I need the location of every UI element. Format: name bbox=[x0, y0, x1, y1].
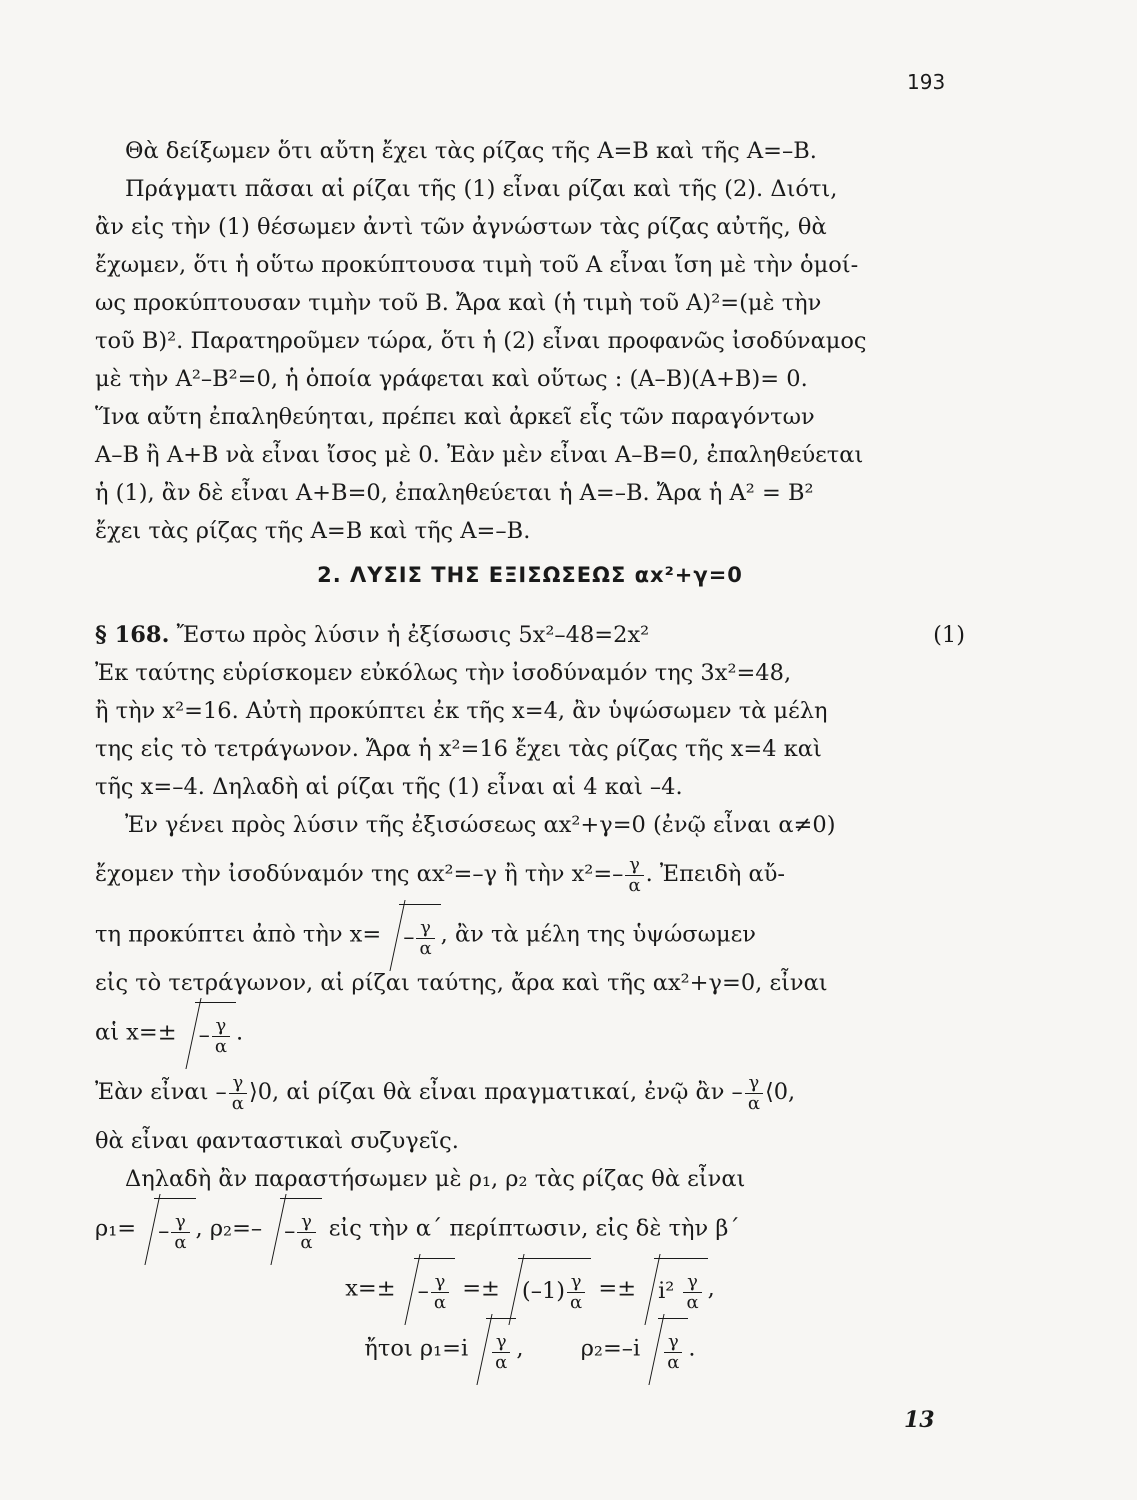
minus-sign: – bbox=[284, 1218, 296, 1244]
fraction-numerator: γ bbox=[683, 1272, 701, 1293]
minus-sign: – bbox=[158, 1218, 170, 1244]
text-line: Θὰ δείξωμεν ὅτι αὔτη ἔχει τὰς ρίζας τῆς Α=Β καὶ τῆς Α=–Β. bbox=[125, 138, 817, 164]
minus-sign: – bbox=[403, 924, 415, 950]
fraction-numerator: γ bbox=[664, 1332, 682, 1353]
fraction-numerator: γ bbox=[212, 1016, 230, 1037]
fraction-denominator: α bbox=[433, 1291, 447, 1313]
text-line: Δηλαδὴ ἂν παραστήσωμεν μὲ ρ₁, ρ₂ τὰς ρίζας θὰ εἶναι bbox=[125, 1166, 746, 1192]
text-fragment: αἱ x=± bbox=[95, 1019, 177, 1046]
text-line-roots bbox=[95, 1198, 965, 1258]
text-fragment: ⟩0, αἱ ρίζαι θὰ εἶναι πραγματικαί, ἐνῷ ἂν – bbox=[248, 1079, 743, 1105]
fraction-numerator: γ bbox=[567, 1272, 585, 1293]
fraction-gamma-alpha bbox=[625, 855, 643, 896]
fraction-denominator: α bbox=[667, 1351, 680, 1373]
text-line: μὲ τὴν Α²–Β²=0, ἡ ὁποία γράφεται καὶ οὕτως : (Α–Β)(Α+Β)= 0. bbox=[95, 366, 808, 392]
fraction-denominator: α bbox=[628, 874, 641, 896]
fraction-numerator: γ bbox=[171, 1212, 189, 1233]
page-number: 193 bbox=[907, 70, 946, 94]
sqrt-symbol bbox=[500, 1258, 591, 1321]
sqrt-symbol bbox=[262, 1198, 321, 1261]
fraction-denominator: α bbox=[300, 1231, 313, 1253]
text-line-fraction bbox=[95, 844, 965, 904]
text-fragment: =± bbox=[462, 1275, 500, 1302]
text-line: ως προκύπτουσαν τιμὴν τοῦ Β. Ἄρα καὶ (ἡ τιμὴ τοῦ Α)²=(μὲ τὴν bbox=[95, 290, 822, 316]
sqrt-symbol bbox=[136, 1198, 195, 1261]
text-line-sqrt bbox=[95, 1002, 965, 1062]
fraction-numerator: γ bbox=[229, 1073, 247, 1094]
sqrt-symbol bbox=[636, 1258, 708, 1321]
fraction-denominator: α bbox=[174, 1231, 187, 1253]
sqrt-symbol bbox=[640, 1318, 688, 1381]
minus-sign: – bbox=[417, 1278, 429, 1304]
text-fragment: , ἂν τὰ μέλη της ὑψώσωμεν bbox=[440, 921, 756, 948]
minus-sign: – bbox=[198, 1022, 210, 1048]
text-fragment: , bbox=[707, 1275, 715, 1302]
fraction-numerator: γ bbox=[625, 855, 643, 876]
text-line: Ἐν γένει πρὸς λύσιν τῆς ἐξισώσεως αx²+γ=0 (ἐνῷ εἶναι α≠0) bbox=[125, 812, 836, 838]
fraction-numerator: γ bbox=[431, 1272, 449, 1293]
text-fragment: =± bbox=[598, 1275, 637, 1302]
text-line-sqrt bbox=[95, 904, 965, 964]
text-line: ἔχει τὰς ρίζας τῆς Α=Β καὶ τῆς Α=–Β. bbox=[95, 518, 531, 544]
fraction-gamma-alpha bbox=[297, 1212, 315, 1253]
fraction-gamma-alpha bbox=[212, 1016, 230, 1057]
fraction-gamma-alpha bbox=[683, 1272, 701, 1313]
section-number: § 168. bbox=[95, 622, 170, 648]
text-line: ἢ τὴν x²=16. Αὐτὴ προκύπτει ἐκ τῆς x=4, ἂν ὑψώσωμεν τὰ μέλη bbox=[95, 698, 828, 724]
text-line: Α–Β ἢ Α+Β νὰ εἶναι ἴσος μὲ 0. Ἐὰν μὲν εἶναι Α–Β=0, ἐπαληθεύεται bbox=[95, 442, 864, 468]
fraction-numerator: γ bbox=[492, 1332, 510, 1353]
fraction-numerator: γ bbox=[416, 918, 434, 939]
fraction-denominator: α bbox=[214, 1035, 227, 1057]
text-line-fraction bbox=[95, 1062, 965, 1122]
text-fragment: ἤτοι ρ₁=i bbox=[364, 1335, 469, 1362]
text-line: τοῦ Β)². Παρατηροῦμεν τώρα, ὅτι ἡ (2) εἶναι προφανῶς ἰσοδύναμος bbox=[95, 328, 867, 354]
text-line: ἡ (1), ἂν δὲ εἶναι Α+Β=0, ἐπαληθεύεται ἡ Α=–Β. Ἄρα ἡ Α² = Β² bbox=[95, 480, 814, 506]
section-heading: 2. ΛΥΣΙΣ ΤΗΣ ΕΞΙΣΩΣΕΩΣ αx²+γ=0 bbox=[317, 563, 743, 587]
text-line: θὰ εἶναι φανταστικαὶ συζυγεῖς. bbox=[95, 1128, 459, 1154]
section-text: Ἔστω πρὸς λύσιν ἡ ἐξίσωσις 5x²–48=2x² bbox=[176, 622, 650, 648]
sqrt-symbol bbox=[468, 1318, 516, 1381]
fraction-gamma-alpha bbox=[664, 1332, 682, 1373]
equation-tag: (1) bbox=[933, 622, 965, 648]
fraction-gamma-alpha bbox=[492, 1332, 510, 1373]
text-line: της εἰς τὸ τετράγωνον. Ἄρα ἡ x²=16 ἔχει τὰς ρίζας τῆς x=4 καὶ bbox=[95, 736, 822, 762]
text-line: Ἵνα αὔτη ἐπαληθεύηται, πρέπει καὶ ἀρκεῖ εἷς τῶν παραγόντων bbox=[95, 404, 815, 430]
fraction-gamma-alpha bbox=[416, 918, 434, 959]
fraction-numerator: γ bbox=[297, 1212, 315, 1233]
text-line: ἂν εἰς τὴν (1) θέσωμεν ἀντὶ τῶν ἀγνώστων τὰς ρίζας αὐτῆς, θὰ bbox=[95, 214, 827, 240]
text-fragment: τη προκύπτει ἀπὸ τὴν x= bbox=[95, 921, 382, 948]
text-line: Πράγματι πᾶσαι αἱ ρίζαι τῆς (1) εἶναι ρίζαι καὶ τῆς (2). Διότι, bbox=[125, 176, 838, 202]
minus-one: (–1) bbox=[521, 1278, 566, 1304]
fraction-denominator: α bbox=[231, 1092, 244, 1114]
fraction-denominator: α bbox=[570, 1291, 583, 1313]
page-body bbox=[95, 132, 965, 1378]
text-line: ἔχωμεν, ὅτι ἡ οὕτω προκύπτουσα τιμὴ τοῦ Α εἶναι ἴση μὲ τὴν ὁμοί- bbox=[95, 252, 859, 278]
display-equation bbox=[95, 1318, 965, 1378]
text-fragment: , ρ₂=– bbox=[195, 1215, 263, 1242]
text-fragment: ρ₁= bbox=[95, 1215, 137, 1242]
text-fragment: ⟨0, bbox=[764, 1079, 796, 1105]
display-equation bbox=[95, 1258, 965, 1318]
i-squared: i² bbox=[658, 1278, 675, 1304]
text-fragment: . Ἐπειδὴ αὔ- bbox=[645, 861, 786, 887]
sqrt-symbol bbox=[177, 1002, 236, 1065]
text-fragment: . bbox=[235, 1019, 244, 1046]
signature-mark: 13 bbox=[904, 1407, 935, 1433]
fraction-gamma-alpha bbox=[567, 1272, 585, 1313]
text-fragment: εἰς τὴν α΄ περίπτωσιν, εἰς δὲ τὴν β΄ bbox=[328, 1215, 740, 1242]
text-fragment: ἔχομεν τὴν ἰσοδύναμόν της αx²=–γ ἢ τὴν x²=– bbox=[95, 861, 624, 887]
fraction-denominator: α bbox=[747, 1092, 760, 1114]
text-line: Ἐκ ταύτης εὑρίσκομεν εὐκόλως τὴν ἰσοδύναμόν της 3x²=48, bbox=[95, 660, 792, 686]
text-line: τῆς x=–4. Δηλαδὴ αἱ ρίζαι τῆς (1) εἶναι αἱ 4 καὶ –4. bbox=[95, 774, 683, 800]
text-fragment: , bbox=[516, 1335, 524, 1362]
sqrt-symbol bbox=[396, 1258, 455, 1321]
fraction-denominator: α bbox=[495, 1351, 508, 1373]
text-fragment: Ἐὰν εἶναι – bbox=[95, 1079, 227, 1105]
fraction-gamma-alpha bbox=[431, 1272, 449, 1313]
text-fragment: x=± bbox=[345, 1275, 396, 1302]
text-fragment: ρ₂=–i bbox=[580, 1335, 641, 1362]
fraction-gamma-alpha bbox=[171, 1212, 189, 1253]
sqrt-symbol bbox=[381, 904, 440, 967]
text-fragment: . bbox=[688, 1335, 696, 1362]
fraction-numerator: γ bbox=[745, 1073, 763, 1094]
fraction-denominator: α bbox=[686, 1291, 699, 1313]
fraction-gamma-alpha bbox=[229, 1073, 247, 1114]
section-168-line bbox=[95, 616, 965, 654]
fraction-gamma-alpha bbox=[745, 1073, 763, 1114]
text-line: εἰς τὸ τετράγωνον, αἱ ρίζαι ταύτης, ἄρα καὶ τῆς αx²+γ=0, εἶναι bbox=[95, 970, 828, 996]
fraction-denominator: α bbox=[419, 937, 432, 959]
